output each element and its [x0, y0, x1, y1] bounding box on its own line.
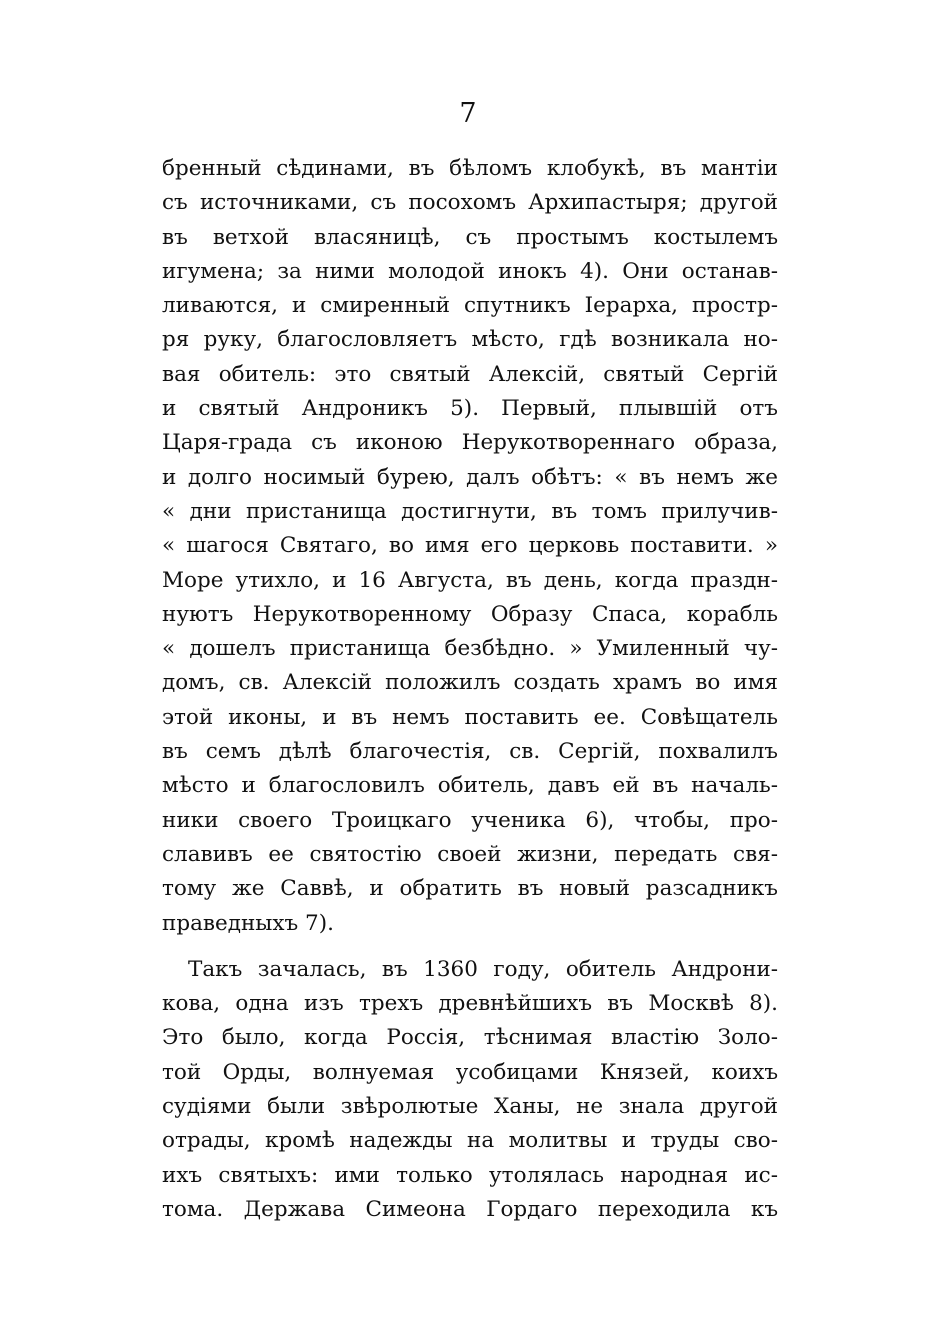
text-line: въ ветхой власяницѣ, съ простымъ костылемъ — [162, 224, 778, 250]
text-line: тома. Держава Симеона Гордаго переходила къ — [162, 1196, 778, 1222]
text-line: ря руку, благословляетъ мѣсто, гдѣ возникала но- — [162, 327, 778, 353]
text-line: « дни пристанища достигнути, въ томъ прилучив- — [162, 498, 778, 524]
text-line: Царя-града съ иконою Нерукотвореннаго образа, — [162, 430, 778, 456]
text-line: ливаются, и смиренный спутникъ Іерарха, простр- — [162, 293, 778, 319]
text-line: той Орды, волнуемая усобицами Князей, коихъ — [162, 1059, 778, 1085]
text-line: и святый Андроникъ 5). Первый, плывшій отъ — [162, 396, 778, 422]
text-line: отрады, кромѣ надежды на молитвы и труды сво- — [162, 1128, 778, 1154]
text-line: нуютъ Нерукотворенному Образу Спаса, корабль — [162, 601, 778, 627]
text-line: и долго носимый бурею, далъ обѣтъ: « въ немъ же — [162, 464, 778, 490]
text-line: ники своего Троицкаго ученика 6), чтобы, про- — [162, 807, 778, 833]
text-line: « дошелъ пристанища безбѣдно. » Умиленный чу- — [162, 636, 778, 662]
text-line: Такъ зачалась, въ 1360 году, обитель Андрони- — [188, 956, 778, 982]
text-line: въ семъ дѣлѣ благочестія, св. Сергій, похвалилъ — [162, 739, 778, 765]
text-line: судіями были звѣролютые Ханы, не знала другой — [162, 1094, 778, 1120]
text-line: вая обитель: это святый Алексій, святый Сергій — [162, 361, 778, 387]
text-line: мѣсто и благословилъ обитель, давъ ей въ началь- — [162, 773, 778, 799]
text-line: славивъ ее святостію своей жизни, передать свя- — [162, 841, 778, 867]
page-number: 7 — [459, 98, 477, 129]
text-line: тому же Саввѣ, и обратить въ новый разсадникъ — [162, 876, 778, 902]
text-line: « шагося Святаго, во имя его церковь поставити. » — [162, 533, 778, 559]
paragraph-1 — [162, 152, 778, 941]
paragraph-2 — [162, 953, 778, 1227]
body-text — [162, 152, 778, 1227]
text-line: бренный сѣдинами, въ бѣломъ клобукѣ, въ мантіи — [162, 156, 778, 181]
text-line: ихъ святыхъ: ими только утолялась народная ис- — [162, 1162, 778, 1188]
text-line: праведныхъ 7). — [162, 910, 334, 936]
text-line: этой иконы, и въ немъ поставить ее. Совѣщатель — [162, 704, 778, 730]
paragraph-gap — [162, 941, 778, 953]
text-line: кова, одна изъ трехъ древнѣйшихъ въ Москвѣ 8). — [162, 991, 778, 1017]
text-line: Море утихло, и 16 Августа, въ день, когда праздн- — [162, 567, 778, 593]
text-line: съ источниками, съ посохомъ Архипастыря; другой — [162, 190, 778, 216]
text-line: Это было, когда Россія, тѣснимая властію Золо- — [162, 1025, 778, 1051]
text-line: игумена; за ними молодой инокъ 4). Они останав- — [162, 258, 778, 284]
text-line: домъ, св. Алексій положилъ создать храмъ во имя — [162, 670, 778, 696]
